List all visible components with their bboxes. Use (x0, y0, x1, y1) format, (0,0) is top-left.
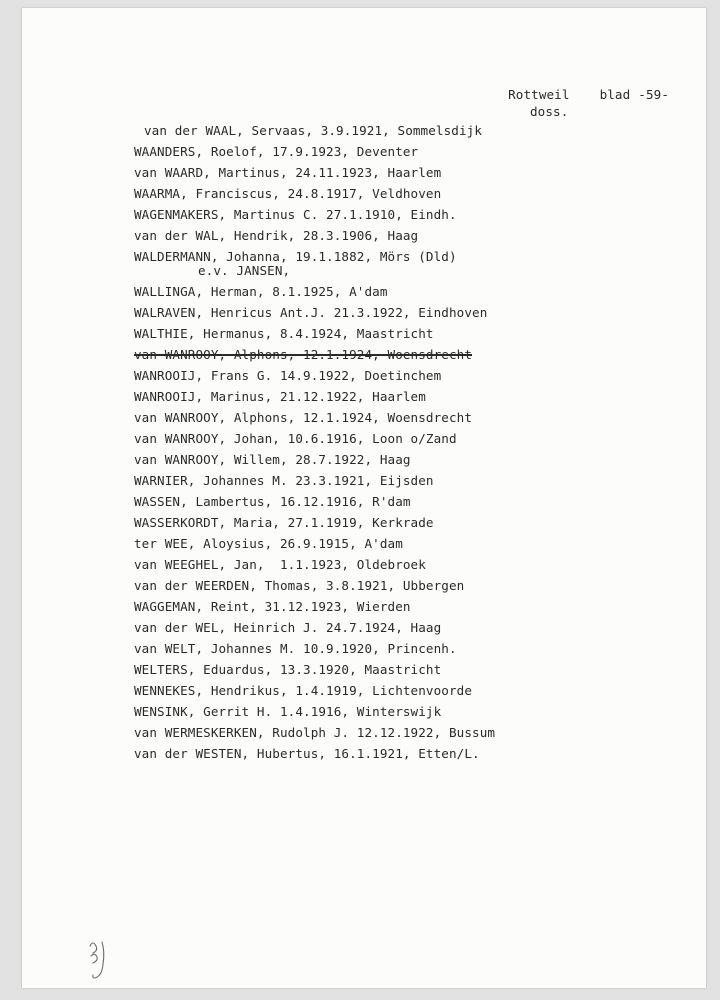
list-item: van der WAAL, Servaas, 3.9.1921, Sommelsdijk (144, 123, 483, 138)
list-item: van WEEGHEL, Jan, 1.1.1923, Oldebroek (134, 557, 426, 572)
header-blad-label: blad (599, 87, 631, 102)
header-page-number: -59- (638, 87, 670, 102)
list-item-subline: e.v. JANSEN, (198, 263, 291, 278)
typewritten-sheet (22, 8, 706, 988)
list-item: van WANROOY, Alphons, 12.1.1924, Woensdrecht (134, 410, 473, 425)
list-item: ter WEE, Aloysius, 26.9.1915, A'dam (134, 536, 403, 551)
list-item: van WELT, Johannes M. 10.9.1920, Princenh. (134, 641, 457, 656)
list-item: WANROOIJ, Marinus, 21.12.1922, Haarlem (134, 389, 426, 404)
list-item: WANROOIJ, Frans G. 14.9.1922, Doetinchem (134, 368, 442, 383)
name-list (22, 8, 496, 761)
list-item: WALTHIE, Hermanus, 8.4.1924, Maastricht (134, 326, 434, 341)
list-item: van der WEL, Heinrich J. 24.7.1924, Haag (134, 620, 442, 635)
list-item: van der WAL, Hendrik, 28.3.1906, Haag (134, 228, 419, 243)
list-item: WENSINK, Gerrit H. 1.4.1916, Winterswijk (134, 704, 442, 719)
list-item: WAARMA, Franciscus, 24.8.1917, Veldhoven (134, 186, 442, 201)
list-item: van der WEERDEN, Thomas, 3.8.1921, Ubbergen (134, 578, 465, 593)
header-place: Rottweil (508, 87, 570, 102)
list-item-struck: van WANROOY, Alphons, 12.1.1924, Woensdrecht (134, 347, 473, 362)
list-item: van WERMESKERKEN, Rudolph J. 12.12.1922, Bussum (134, 725, 496, 740)
list-item: WAGGEMAN, Reint, 31.12.1923, Wierden (134, 599, 411, 614)
list-item: WAGENMAKERS, Martinus C. 27.1.1910, Eindh. (134, 207, 457, 222)
list-item: WARNIER, Johannes M. 23.3.1921, Eijsden (134, 473, 434, 488)
list-item: van WANROOY, Johan, 10.6.1916, Loon o/Zand (134, 431, 457, 446)
list-item: van WAARD, Martinus, 24.11.1923, Haarlem (134, 165, 442, 180)
doss-label: doss. (530, 104, 569, 119)
list-item: WALDERMANN, Johanna, 19.1.1882, Mörs (Dld) e.v. JANSEN, (134, 249, 457, 278)
list-item: WALLINGA, Herman, 8.1.1925, A'dam (134, 284, 388, 299)
list-item: WENNEKES, Hendrikus, 1.4.1919, Lichtenvoorde (134, 683, 473, 698)
list-item: WELTERS, Eduardus, 13.3.1920, Maastricht (134, 662, 442, 677)
handwritten-pencil-mark-icon (86, 938, 116, 986)
list-item: WALRAVEN, Henricus Ant.J. 21.3.1922, Eindhoven (134, 305, 488, 320)
list-item: WASSEN, Lambertus, 16.12.1916, R'dam (134, 494, 411, 509)
list-item: WAANDERS, Roelof, 17.9.1923, Deventer (134, 144, 419, 159)
list-item: van der WESTEN, Hubertus, 16.1.1921, Etten/L. (134, 746, 480, 761)
list-item: WASSERKORDT, Maria, 27.1.1919, Kerkrade (134, 515, 434, 530)
list-item: van WANROOY, Willem, 28.7.1922, Haag (134, 452, 411, 467)
